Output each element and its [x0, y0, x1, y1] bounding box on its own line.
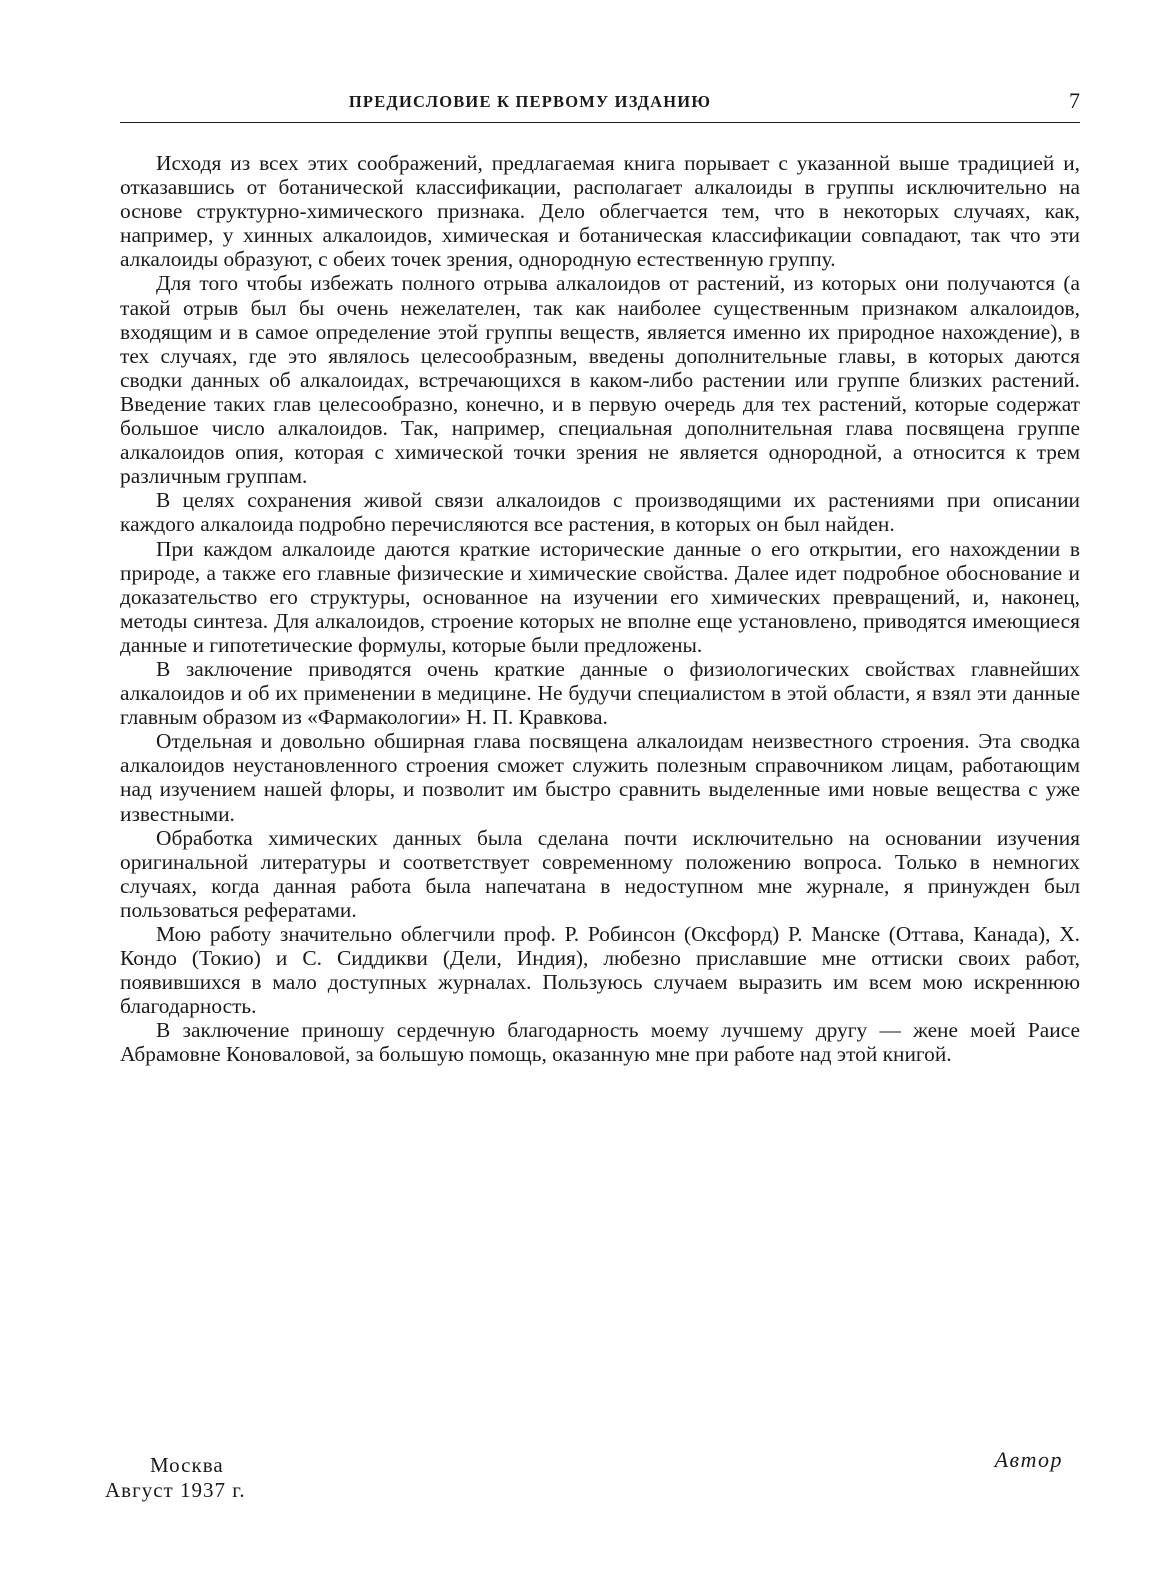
signature-author: Автор — [994, 1447, 1063, 1472]
paragraph: Отдельная и довольно обширная глава посвящена алкалоидам неизвестного строения. Эта сводка алкалоидов неустановленного строения сможет служить полезным справочником лицам, работающим над изучением нашей флоры, и позволит им быстро сравнить выделенные ими новые вещества с уже известными. — [120, 729, 1080, 826]
preface-body — [120, 151, 1080, 1067]
running-title: ПРЕДИСЛОВИЕ К ПЕРВОМУ ИЗДАНИЮ — [348, 92, 712, 111]
paragraph: При каждом алкалоиде даются краткие исторические данные о его открытии, его нахождении в природе, а также его главные физические и химические свойства. Далее идет подробное обоснование и доказательство его структуры, основанное на изучении его химических превращений, и, наконец, методы синтеза. Для алкалоидов, строение которых не вполне еще установлено, приводятся имеющиеся данные и гипотетические формулы, которые были предложены. — [120, 536, 1080, 657]
signature-place: Москва — [150, 1453, 224, 1477]
signature-date: Август 1937 г. — [105, 1478, 246, 1502]
paragraph: В заключение приводятся очень краткие данные о физиологических свойствах главнейших алкалоидов и об их применении в медицине. Не будучи специалистом в этой области, я взял эти данные главным образом из «Фармакологии» Н. П. Кравкова. — [120, 656, 1080, 730]
paragraph: Для того чтобы избежать полного отрыва алкалоидов от растений, из которых они получаются (а такой отрыв был бы очень нежелателен, так как наиболее существенным признаком алкалоидов, входящим и в самое определение этой группы веществ, является именно их природное нахождение), в тех случаях, где это являлось целесообразным, введены дополнительные главы, в которых даются сводки данных об алкалоидах, встречающихся в каком-либо растении или группе близких растений. Введение таких глав целесообразно, конечно, и в первую очередь для тех растений, которые содержат большое число алкалоидов. Так, например, специальная дополнительная глава посвящена группе алкалоидов опия, которая с химической точки зрения не является однородной, а относится к трем различным группам. — [120, 271, 1080, 489]
paragraph: Исходя из всех этих соображений, предлагаемая книга порывает с указанной выше традицией и, отказавшись от ботанической классификации, располагает алкалоиды в группы исключительно на основе структурно-химического признака. Дело облегчается тем, что в некоторых случаях, как, например, у хинных алкалоидов, химическая и ботаническая классификации совпадают, так что эти алкалоиды образуют, с обеих точек зрения, однородную естественную группу. — [120, 151, 1080, 272]
running-head — [120, 88, 1080, 118]
signature-block — [0, 1447, 1163, 1507]
page-number: 7 — [1069, 88, 1080, 113]
paragraph: Мою работу значительно облегчили проф. Р. Робинсон (Оксфорд) Р. Манске (Оттава, Канада), X. Кондо (Токио) и С. Сиддикви (Дели, Индия), любезно приславшие мне оттиски своих работ, появившихся в мало доступных журналах. Пользуюсь случаем выразить им всем мою искреннюю благодарность. — [120, 922, 1080, 1019]
header-rule — [120, 122, 1080, 123]
paragraph: В целях сохранения живой связи алкалоидов с производящими их растениями при описании каждого алкалоида подробно перечисляются все растения, в которых он был найден. — [120, 488, 1080, 537]
paragraph: Обработка химических данных была сделана почти исключительно на основании изучения оригинальной литературы и соответствует современному положению вопроса. Только в немногих случаях, когда данная работа была напечатана в недоступном мне журнале, я принужден был пользоваться рефератами. — [120, 825, 1080, 922]
paragraph: В заключение приношу сердечную благодарность моему лучшему другу — жене моей Раисе Абрамовне Коноваловой, за большую помощь, оказанную мне при работе над этой книгой. — [120, 1018, 1080, 1067]
